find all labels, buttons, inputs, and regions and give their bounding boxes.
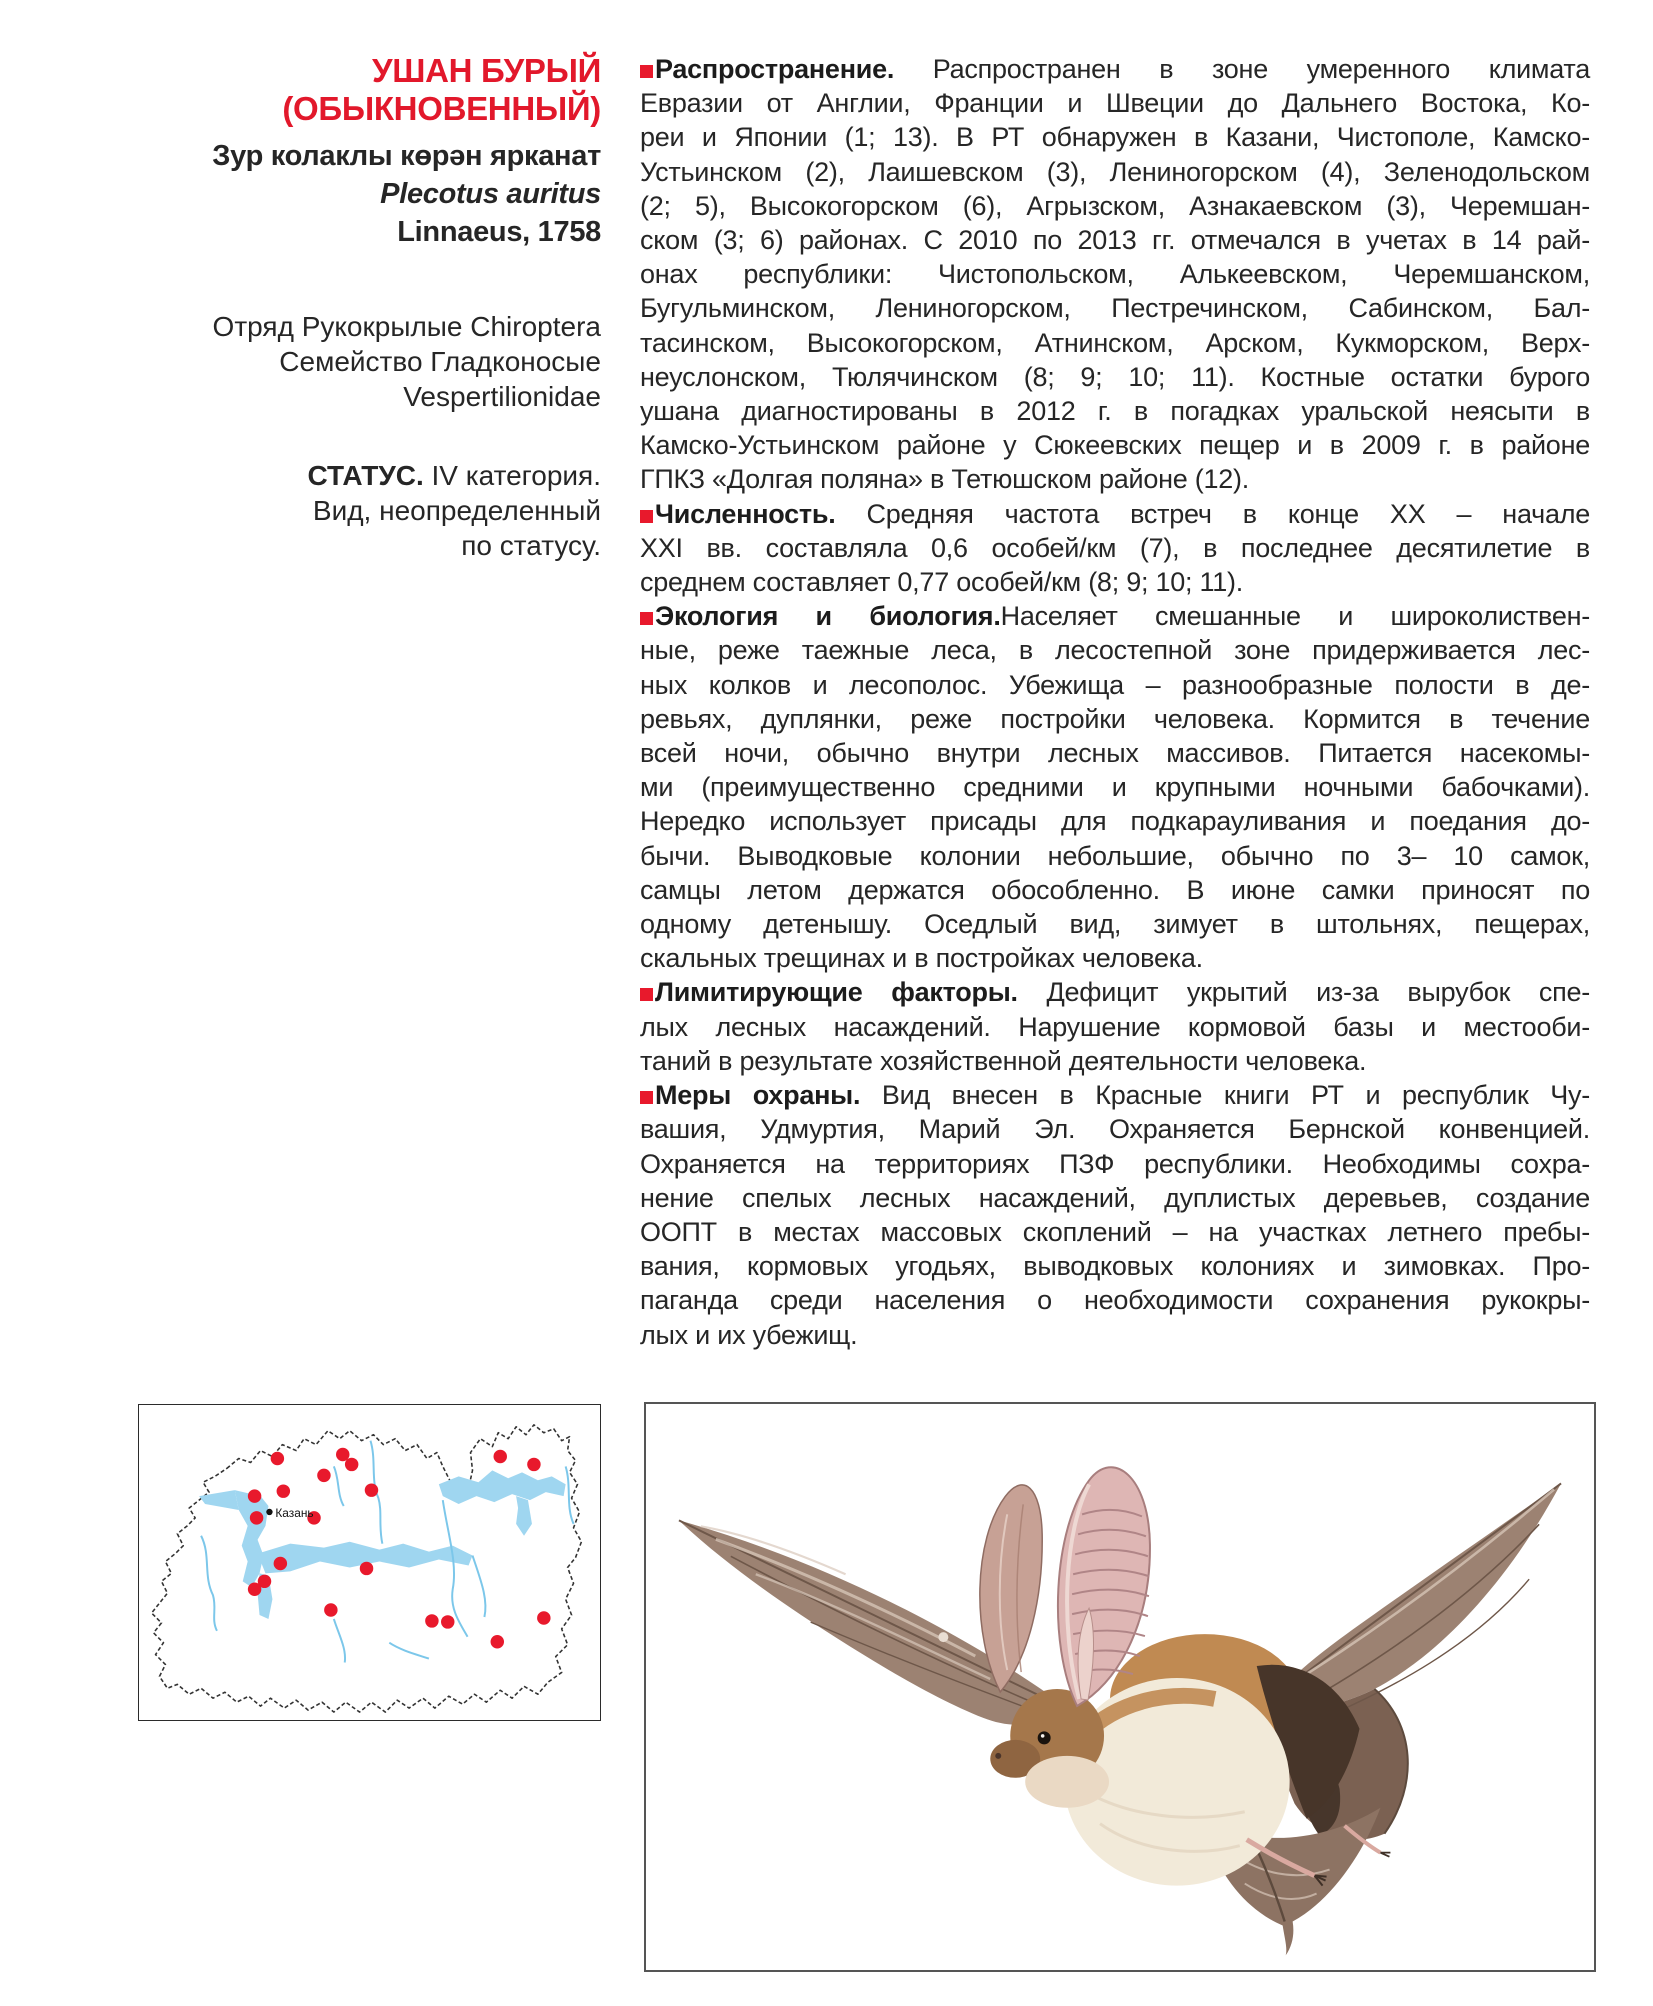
article-line: онах республики: Чистопольском, Алькеевском, Черемшанском, [640, 259, 1590, 290]
article-line: ушана диагностированы в 2012 г. в погадках уральской неясыти в [640, 396, 1590, 427]
article-line: ООПТ в местах массовых скоплений – на участках летнего пребы- [640, 1216, 1590, 1247]
article-line: неуслонском, Тюлячинском (8; 9; 10; 11). Костные остатки бурого [640, 361, 1590, 392]
species-author-year: Linnaeus, 1758 [397, 216, 601, 248]
article-line: ском (3; 6) районах. С 2010 по 2013 гг. отмечался в учетах в 14 рай- [640, 225, 1590, 256]
status-block [100, 458, 601, 563]
section-title: Экология и биология. [655, 601, 1001, 632]
section-bullet-icon [640, 612, 653, 625]
section-bullet-icon [640, 988, 653, 1001]
section-title: Численность. [655, 498, 836, 529]
article-line: тасинском, Высокогорском, Атнинском, Арском, Кукморском, Верх- [640, 327, 1590, 358]
distribution-map [138, 1404, 601, 1721]
distribution-dot [345, 1458, 358, 1471]
distribution-dot [441, 1615, 454, 1628]
section-2-line: Экология и биология.Населяет смешанные и широколиствен- [640, 599, 1590, 633]
distribution-dot [274, 1557, 287, 1570]
distribution-dot [248, 1489, 261, 1502]
article-line: XXI вв. составляла 0,6 особей/км (7), в последнее десятилетие в [640, 532, 1590, 563]
article-line: ГПКЗ «Долгая поляна» в Тетюшском районе (12). [640, 464, 1250, 495]
article-line: лых и их убежищ. [640, 1319, 858, 1350]
article-line: бычи. Выводковые колонии небольшие, обычно по 3– 10 самок, [640, 840, 1590, 871]
section-0-line: Распространение. Распространен в зоне умеренного климата [640, 52, 1590, 86]
status-line2: Вид, неопределенный [312, 495, 601, 526]
article-line: одному детенышу. Оседлый вид, зимует в штольнях, пещерах, [640, 909, 1590, 940]
section-title: Меры охраны. [655, 1080, 861, 1111]
article-line: (2; 5), Высокогорском (6), Агрызском, Азнакаевском (3), Черемшан- [640, 190, 1590, 221]
distribution-dot [248, 1583, 261, 1596]
article-line: Камско-Устьинском районе у Сюкеевских пещер и в 2009 г. в районе [640, 430, 1590, 461]
article-line: всей ночи, обычно внутри лесных массивов. Питается насекомы- [640, 738, 1590, 769]
article-line: ми (преимущественно средними и крупными ночными бабочками). [640, 772, 1590, 803]
distribution-dot [271, 1452, 284, 1465]
species-title-ru-line2: (ОБЫКНОВЕННЫЙ) [282, 90, 601, 127]
article-line: ные, реже таежные леса, в лесостепной зоне придерживается лес- [640, 635, 1590, 666]
article-line: Устьинском (2), Лаишевском (3), Лениногорском (4), Зеленодольском [640, 156, 1590, 187]
article-line: Нередко использует присады для подкарауливания и поедания до- [640, 806, 1590, 837]
family-line1: Семейство Гладконосые [279, 346, 601, 377]
species-title-ru-line1: УШАН БУРЫЙ [372, 52, 601, 89]
article-line: Евразии от Англии, Франции и Швеции до Дальнего Востока, Ко- [640, 88, 1590, 119]
article-line: ревьях, дуплянки, реже постройки человека. Кормится в течение [640, 703, 1590, 734]
section-3-line: Лимитирующие факторы. Дефицит укрытий из-за вырубок спе- [640, 975, 1590, 1009]
distribution-dot [527, 1458, 540, 1471]
distribution-dot [250, 1511, 263, 1524]
species-title-tatar: Зур колаклы көрән ярканат [212, 140, 601, 172]
distribution-dot [537, 1611, 550, 1624]
family-line2: Vespertilionidae [403, 381, 601, 412]
order-line: Отряд Рукокрылые Chiroptera [212, 311, 601, 342]
distribution-dot [365, 1483, 378, 1496]
distribution-dot [491, 1635, 504, 1648]
article-line: самцы летом держатся обособленно. В июне самки приносят по [640, 874, 1590, 905]
status-label: СТАТУС. [307, 460, 424, 491]
article-line: лых лесных насаждений. Нарушение кормовой базы и местооби- [640, 1011, 1590, 1042]
section-bullet-icon [640, 510, 653, 523]
article-line: реи и Японии (1; 13). В РТ обнаружен в Казани, Чистополе, Камско- [640, 122, 1590, 153]
tatarstan-map-svg [139, 1405, 599, 1719]
article-line: скальных трещинах и в постройках человека. [640, 943, 1203, 974]
distribution-dot [324, 1603, 337, 1616]
bat-illustration-svg [646, 1404, 1594, 1970]
article-sections [640, 52, 1590, 1352]
distribution-dot [360, 1562, 373, 1575]
section-1-line: Численность. Средняя частота встреч в конце XX – начале [640, 497, 1590, 531]
section-title: Распространение. [655, 54, 895, 84]
article-line: вашия, Удмуртия, Марий Эл. Охраняется Бернской конвенцией. [640, 1114, 1590, 1145]
section-title: Лимитирующие факторы. [655, 977, 1018, 1008]
article-line: вания, кормовых угодьях, выводковых колониях и зимовках. Про- [640, 1251, 1590, 1282]
species-illustration [644, 1402, 1596, 1972]
species-latin-name: Plecotus auritus [380, 178, 601, 210]
article-line: среднем составляет 0,77 особей/км (8; 9; 10; 11). [640, 567, 1244, 598]
status-line1 [100, 458, 601, 493]
article-line: нение спелых лесных насаждений, дуплистых деревьев, создание [640, 1182, 1590, 1213]
status-line3: по статусу. [461, 530, 601, 561]
article-line: таний в результате хозяйственной деятельности человека. [640, 1045, 1367, 1076]
kazan-city-dot [266, 1509, 272, 1515]
article-line: Бугульминском, Лениногорском, Пестречинском, Сабинском, Бал- [640, 293, 1590, 324]
distribution-dot [317, 1469, 330, 1482]
kazan-city-label: Казань [275, 1505, 314, 1520]
distribution-dot [277, 1484, 290, 1497]
article-line: паганда среди населения о необходимости сохранения рукокры- [640, 1285, 1590, 1316]
article-line: ных колков и лесополос. Убежища – разнообразные полости в де- [640, 669, 1590, 700]
taxonomy-block [100, 309, 601, 414]
status-category: IV категория. [423, 460, 601, 491]
distribution-dot [425, 1614, 438, 1627]
article-line: Охраняется на территориях ПЗФ республики. Необходимы сохра- [640, 1148, 1590, 1179]
section-bullet-icon [640, 65, 653, 78]
distribution-dot [494, 1450, 507, 1463]
species-header [100, 52, 601, 563]
section-bullet-icon [640, 1091, 653, 1104]
section-4-line: Меры охраны. Вид внесен в Красные книги РТ и республик Чу- [640, 1078, 1590, 1112]
